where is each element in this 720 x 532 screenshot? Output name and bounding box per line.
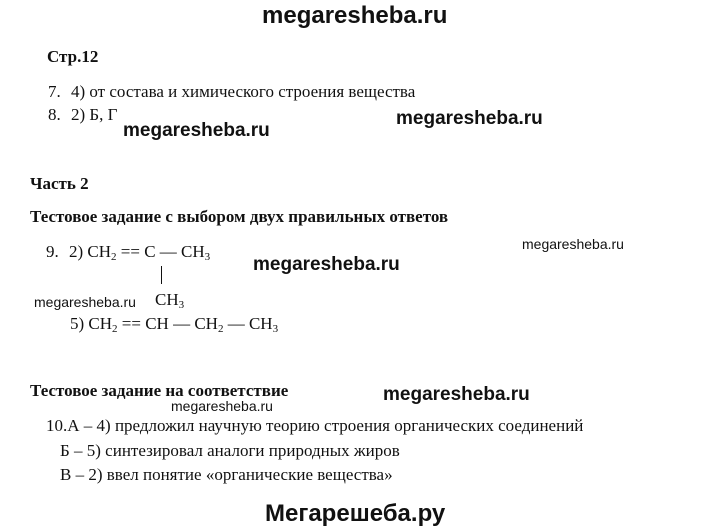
part-title: Часть 2 [30,174,89,193]
answer-number: 8. [48,105,61,124]
answer-number: 7. [48,82,61,101]
answer-row [48,105,118,125]
answer-row [46,416,583,436]
section-title: Тестовое задание с выбором двух правильных ответов [30,207,449,226]
answer-text: 4) от состава и химического строения вещества [71,82,416,101]
answer-text: Б – 5) синтезировал аналоги природных жиров [60,441,400,460]
answer-text: В – 2) ввел понятие «органические вещества» [60,465,393,484]
answer-row [60,465,393,485]
watermark: megaresheba.ru [396,108,543,129]
watermark: megaresheba.ru [253,254,400,275]
watermark: megaresheba.ru [522,236,624,252]
formula-branch: $CH_3$ [155,290,185,311]
answer-text: 2) Б, Г [71,105,118,124]
watermark: megaresheba.ru [123,120,270,141]
formula: 2) $CH_2 == C$ — $CH_3$ [69,242,211,263]
formula-line [70,314,278,334]
bond-line [161,266,162,284]
answer-text: А – 4) предложил научную теорию строения органических соединений [67,416,584,435]
page-label: Стр.12 [47,47,99,66]
question-number: 9. [46,242,59,261]
watermark: megaresheba.ru [383,384,530,405]
formula-line [46,242,210,262]
watermark: megaresheba.ru [171,398,273,414]
formula: 5) $CH_2$ == CH — $CH_2$ — $CH_3$ [70,314,279,335]
section-title: Тестовое задание на соответствие [30,381,289,400]
watermark-bottom: Мегарешеба.ру [265,500,446,527]
watermark-top: megaresheba.ru [262,2,448,29]
answer-row [60,441,400,461]
question-number: 10. [46,416,68,435]
watermark: megaresheba.ru [34,294,136,310]
answer-row [48,82,415,102]
